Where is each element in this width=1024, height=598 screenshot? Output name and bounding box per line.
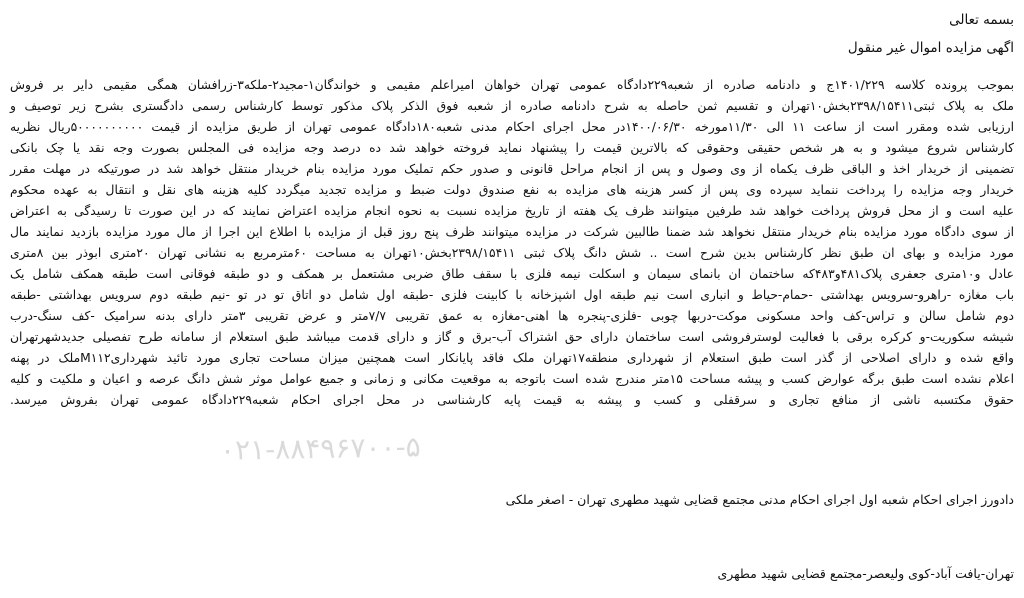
body-line: علیه است و از محل فروش پرداخت خواهد شد طرفین میتوانند ظرف یک هفته از تاریخ مزایده نسبت به نحوه انجام مزایده اعتراض نمایند که در این صورت تا رسیدگی به اعتراض	[10, 204, 1014, 218]
body-line: بموجب پرونده کلاسه ۱۴۰۱/۲۲۹ج و دادنامه صادره از شعبه۲۲۹دادگاه عمومی تهران خواهان امیراعلم مقیمی و خواندگان۱-مجید۲-ملکه۳-زرافشان همگی مقیمی دایر بر فروش	[10, 78, 1014, 92]
body-line: عادل و۱۰متری جعفری پلاک۴۸۱و۴۸۳که ساختمان ان بانمای سیمان و اسکلت نیمه فلزی با سقف طاق ضربی مشتعمل بر همکف و دو طبقه فوقانی است طبقه همکف شامل یک	[10, 267, 1014, 281]
body-line: حقوق مکتسبه ناشی از منافع تجاری و سرقفلی و کسب و پیشه به قیمت پایه کارشناسی در محل اجرای احکام شعبه۲۲۹دادگاه عمومی تهران بفروش میرسد.	[10, 393, 1014, 407]
body-line: مورد مزایده و بهای ان طبق نظر کارشناس بدین شرح است .. شش دانگ پلاک ثبتی ۲۳۹۸/۱۵۴۱۱بخش۱۰تهران به مساحت ۶۰مترمربع به نشانی تهران ۲۰متری ابوذر بین ۸متری	[10, 246, 1014, 260]
body-line: از سوی دادگاه مورد مزایده بنام خریدار منتقل نخواهد شد ضمنا طالبین شرکت در مزایده میتوانند ظرف پنج روز قبل از مزایده با اطلاع این اجرا از مال مورد مزایده بازدید نمایند مال	[10, 225, 1014, 239]
address-line: تهران-یافت آباد-کوی ولیعصر-مجتمع قضایی شهید مطهری	[717, 566, 1014, 581]
body-line: ارزیابی شده ومقرر است از ساعت ۱۱ الی ۱۱/۳۰مورخه ۱۴۰۰/۰۶/۳۰در محل اجرای احکام مدنی شعبه۱۸۰دادگاه عمومی تهران از طریق مزایده از قیمت ۵۰۰۰۰۰۰۰۰۰۰ریال نظریه	[10, 120, 1015, 134]
phone-watermark: ۰۲۱-۸۸۴۹۶۷۰۰-۵	[219, 430, 421, 467]
notice-opening: بسمه تعالی	[949, 12, 1014, 28]
body-line: شیشه سکوریت-و کرکره برقی با فعالیت لوسترفروشی است ساختمان دارای حق اشتراک آب-برق و گاز و دارای قدمت میباشد طبق استعلام از سامانه طرح تفصیلی جدیدشهرتهران	[10, 330, 1014, 344]
body-line: ملک به پلاک ثبتی۲۳۹۸/۱۵۴۱۱بخش۱۰تهران و تقسیم ثمن حاصله به شرح دادنامه صادره از شعبه فوق الذکر پلاک مذکور توسط کارشناس رسمی دادگستری بشرح زیر توصیف و	[10, 99, 1015, 113]
body-line: خریدار وجه مزایده را پرداخت ننماید سپرده وی پس از کسر هزینه های مزایده به نفع صندوق دولت ضبط و مزایده تجدید میگردد کلیه هزینه های نقل و انتقال به عهده محکوم	[10, 183, 1014, 197]
body-line: کارشناس شروع میشود و به هر شخص حقیقی وحقوقی که بالاترین قیمت را پیشنهاد نماید فروخته خواهد شد ده درصد وجه مزایده فی المجلس بصورت وجه نقد یا چک بانکی	[10, 141, 1014, 155]
notice-title: اگهی مزایده اموال غیر منقول	[847, 40, 1014, 56]
body-line: باب مغازه -راهرو-سرویس بهداشتی -حمام-حیاط و انباری است نیم طبقه اول اشپزخانه با کابینت فلزی -طبقه اول شامل دو اتاق تو در تو -نیم طبقه دوم سرویس بهداشتی -طبقه	[10, 288, 1014, 302]
body-line: اعلام نشده است طبق برگه عوارض کسب و پیشه مساحت ۱۵متر مندرج شده است باتوجه به موقعیت مکانی و زمانی و جمیع عوامل موثر شش دانگ عرصه و اعیان و ملکیت و کلیه	[10, 372, 1014, 386]
body-line: واقع شده و دارای اصلاحی از گذر است طبق استعلام از شهرداری منطقه۱۷تهران ملک فاقد پایانکار است همچنین میزان مساحت تجاری مورد تائید شهرداریM۱۱۲ملک در پهنه	[10, 351, 1014, 365]
signature-line: دادورز اجرای احکام شعبه اول اجرای احکام مدنی مجتمع قضایی شهید مطهری تهران - اصغر ملکی	[505, 492, 1014, 507]
body-line: دوم شامل سالن و تراس-کف واحد مسکونی موکت-دربها چوبی -فلزی-پنجره ها اهنی-مغازه به عمق تقریبی ۷/۷متر و عرض تقریبی ۳متر دارای بدنه سرامیک -کف سنگ-درب	[10, 309, 1014, 323]
body-line: تضمینی از خریدار اخذ و الباقی ظرف یکماه از وی وصول و پس از انجام مراحل قانونی و صدور حکم تملیک مورد مزایده بنام خریدار منتقل خواهد شد در صورتیکه در مهلت مقرر	[10, 162, 1014, 176]
